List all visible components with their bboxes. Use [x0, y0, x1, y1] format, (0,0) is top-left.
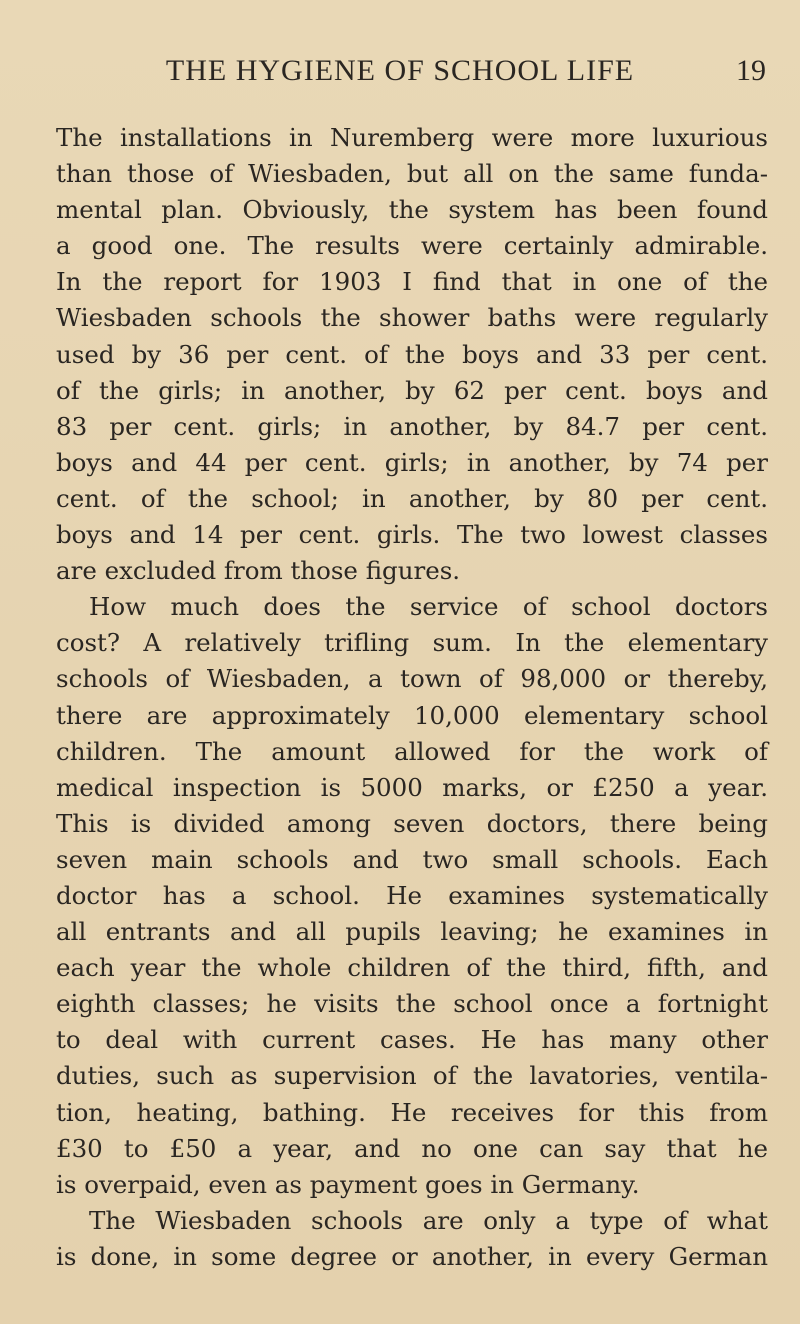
text-line: all entrants and all pupils leaving; he examines in [56, 917, 768, 947]
text-line: How much does the service of school doctors [89, 592, 768, 622]
text-line: The Wiesbaden schools are only a type of what [89, 1205, 768, 1235]
text-line: a good one. The results were certainly admirable. [56, 231, 768, 261]
page-header [0, 54, 800, 98]
text-line: boys and 14 per cent. girls. The two lowest classes [56, 520, 768, 550]
text-line: boys and 44 per cent. girls; in another, by 74 per [56, 447, 768, 477]
text-line: cost? A relatively trifling sum. In the elementary [56, 628, 768, 658]
text-line: doctor has a school. He examines systematically [56, 880, 768, 910]
text-line: than those of Wiesbaden, but all on the same funda- [56, 159, 768, 189]
text-line: £30 to £50 a year, and no one can say that he [56, 1133, 768, 1163]
text-line: medical inspection is 5000 marks, or £250 a year. [56, 772, 768, 802]
text-line: This is divided among seven doctors, there being [56, 808, 768, 838]
paragraph [56, 589, 768, 1203]
paragraph [56, 120, 768, 589]
text-line: to deal with current cases. He has many other [56, 1025, 768, 1055]
text-line: Wiesbaden schools the shower baths were regularly [56, 303, 768, 333]
page-number: 19 [736, 54, 766, 87]
text-line: schools of Wiesbaden, a town of 98,000 or thereby, [56, 664, 768, 694]
text-line: 83 per cent. girls; in another, by 84.7 per cent. [56, 411, 768, 441]
text-line: In the report for 1903 I find that in one of the [56, 267, 768, 297]
text-line: each year the whole children of the third, fifth, and [56, 953, 768, 983]
text-line: eighth classes; he visits the school once a fortnight [56, 989, 768, 1019]
body-text [56, 120, 768, 1275]
paragraph [56, 1203, 768, 1275]
text-line: are excluded from those figures. [56, 556, 461, 586]
text-line: cent. of the school; in another, by 80 per cent. [56, 483, 768, 513]
running-head-title: THE HYGIENE OF SCHOOL LIFE [165, 54, 635, 87]
text-line: there are approximately 10,000 elementary school [56, 700, 768, 730]
text-line: is overpaid, even as payment goes in Germany. [56, 1169, 640, 1199]
text-line: used by 36 per cent. of the boys and 33 per cent. [56, 339, 768, 369]
text-line: is done, in some degree or another, in every German [56, 1241, 768, 1271]
text-line: children. The amount allowed for the work of [56, 736, 768, 766]
text-line: duties, such as supervision of the lavatories, ventila- [56, 1061, 768, 1091]
text-line: mental plan. Obviously, the system has been found [56, 195, 768, 225]
text-line: of the girls; in another, by 62 per cent. boys and [56, 375, 768, 405]
text-line: The installations in Nuremberg were more luxurious [56, 123, 768, 152]
text-line: seven main schools and two small schools. Each [56, 844, 768, 874]
text-line: tion, heating, bathing. He receives for this from [56, 1097, 768, 1127]
